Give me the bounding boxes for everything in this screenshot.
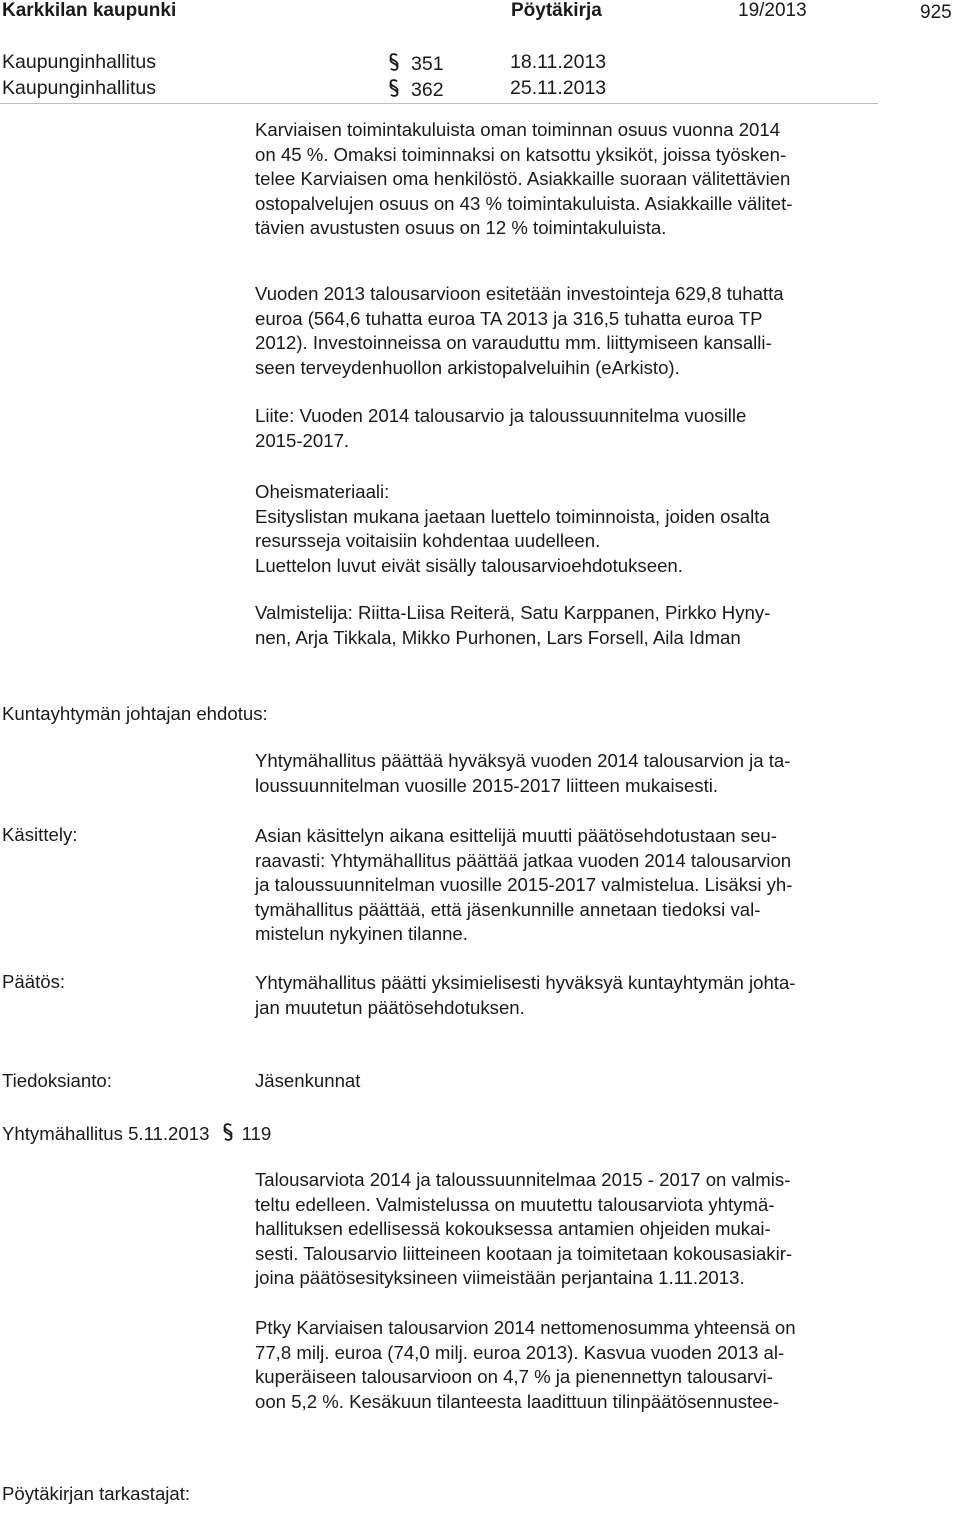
paragraph-net-expenditure: Ptky Karviaisen talousarvion 2014 nettomenosumma yhteensä on 77,8 milj. euroa (74,0 milj. euroa 2013). Kasvua vuoden 2013 al- kuperäiseen talousarvioon on 4,7 % ja pienennettyn talousarvi- oon 5,2 %. Kesäkuun tilanteesta laadittuun tilinpäätösennustee- bbox=[255, 1317, 796, 1412]
meeting-date: 18.11.2013 bbox=[510, 51, 607, 73]
organization-name: Karkkilan kaupunki bbox=[2, 0, 177, 21]
paragraph-supporting-material: Oheismateriaali: Esityslistan mukana jaetaan luettelo toiminnoista, joiden osalta resursseja voitaisiin kohdentaa uudelleen. Luettelon luvut eivät sisälly talousarvioehdotukseen. bbox=[255, 481, 770, 576]
paragraph-investments: Vuoden 2013 talousarvioon esitetään investointeja 629,8 tuhatta euroa (564,6 tuhatta euroa TA 2013 ja 316,5 tuhatta euroa TP 2012). Investoinneissa on varauduttu mm. liittymiseen kansalli- seen terveydenhuollon arkistopalveluihin (eArkisto). bbox=[255, 283, 784, 378]
notification-recipients: Jäsenkunnat bbox=[255, 1070, 361, 1091]
section-sign-icon bbox=[217, 1121, 239, 1143]
meeting-section: 351 bbox=[383, 51, 444, 76]
paragraph-cost-shares: Karviaisen toimintakuluista oman toiminnan osuus vuonna 2014 on 45 %. Omaksi toiminnaksi on katsottu yksiköt, joissa työsken- telee Karviaisen oma henkilöstö. Asiakkaille suoraan välitettävien ostopalvelujen osuus on 43 % toimintakuluista. Asiakkaille välitet- tävien avustusten osuus on 12 % toimintakuluista. bbox=[255, 119, 793, 239]
section-sign-icon bbox=[383, 51, 405, 73]
label-notification: Tiedoksianto: bbox=[2, 1070, 112, 1091]
page-number: 925 bbox=[920, 2, 952, 23]
label-handling: Käsittely: bbox=[2, 824, 78, 845]
meeting-body: Kaupunginhallitus bbox=[2, 51, 156, 73]
label-proposal: Kuntayhtymän johtajan ehdotus: bbox=[2, 703, 268, 724]
meeting-body: Kaupunginhallitus bbox=[2, 77, 156, 99]
paragraph-preparers: Valmistelija: Riitta-Liisa Reiterä, Satu Karppanen, Pirkko Hyny- nen, Arja Tikkala, Mikko Purhonen, Lars Forsell, Aila Idman bbox=[255, 602, 771, 648]
issue-number: 19/2013 bbox=[738, 0, 807, 21]
meeting-section: 362 bbox=[383, 77, 444, 102]
paragraph-handling: Asian käsittelyn aikana esittelijä muutti päätösehdotustaan seu- raavasti: Yhtymähallitus päättää jatkaa vuoden 2014 talousarvion ja taloussuunnitelman vuosille 2015-2017 valmistelua. Lisäksi yh- tymähallitus päättää, että jäsenkunnille annetaan tiedoksi val- mistelun nykyinen tilanne. bbox=[255, 825, 793, 945]
meeting-date: 25.11.2013 bbox=[510, 77, 607, 99]
paragraph-attachment: Liite: Vuoden 2014 talousarvio ja taloussuunnitelma vuosille 2015-2017. bbox=[255, 405, 747, 451]
label-decision: Päätös: bbox=[2, 971, 66, 992]
header-divider bbox=[0, 103, 878, 104]
label-minutes-reviewers: Pöytäkirjan tarkastajat: bbox=[2, 1483, 191, 1504]
paragraph-proposal: Yhtymähallitus päättää hyväksyä vuoden 2014 talousarvion ja ta- loussuunnitelman vuosille 2015-2017 liitteen mukaisesti. bbox=[255, 750, 791, 796]
section-sign-icon bbox=[383, 77, 405, 99]
board-meeting-reference: Yhtymähallitus 5.11.2013 119 bbox=[2, 1123, 272, 1144]
document-type: Pöytäkirja bbox=[511, 0, 602, 21]
paragraph-decision: Yhtymähallitus päätti yksimielisesti hyväksyä kuntayhtymän johta- jan muutetun päätösehdotuksen. bbox=[255, 972, 796, 1018]
paragraph-budget-preparation: Talousarviota 2014 ja taloussuunnitelmaa 2015 - 2017 on valmis- teltu edelleen. Valmistelussa on muutettu talousarviota yhtymä- hallituksen edellisessä kokouksessa antamien ohjeiden mukai- sesti. Talousarvio liitteineen kootaan ja toimitetaan kokousasiakir- joina päätösesityksineen viimeistään perjantaina 1.11.2013. bbox=[255, 1169, 793, 1289]
